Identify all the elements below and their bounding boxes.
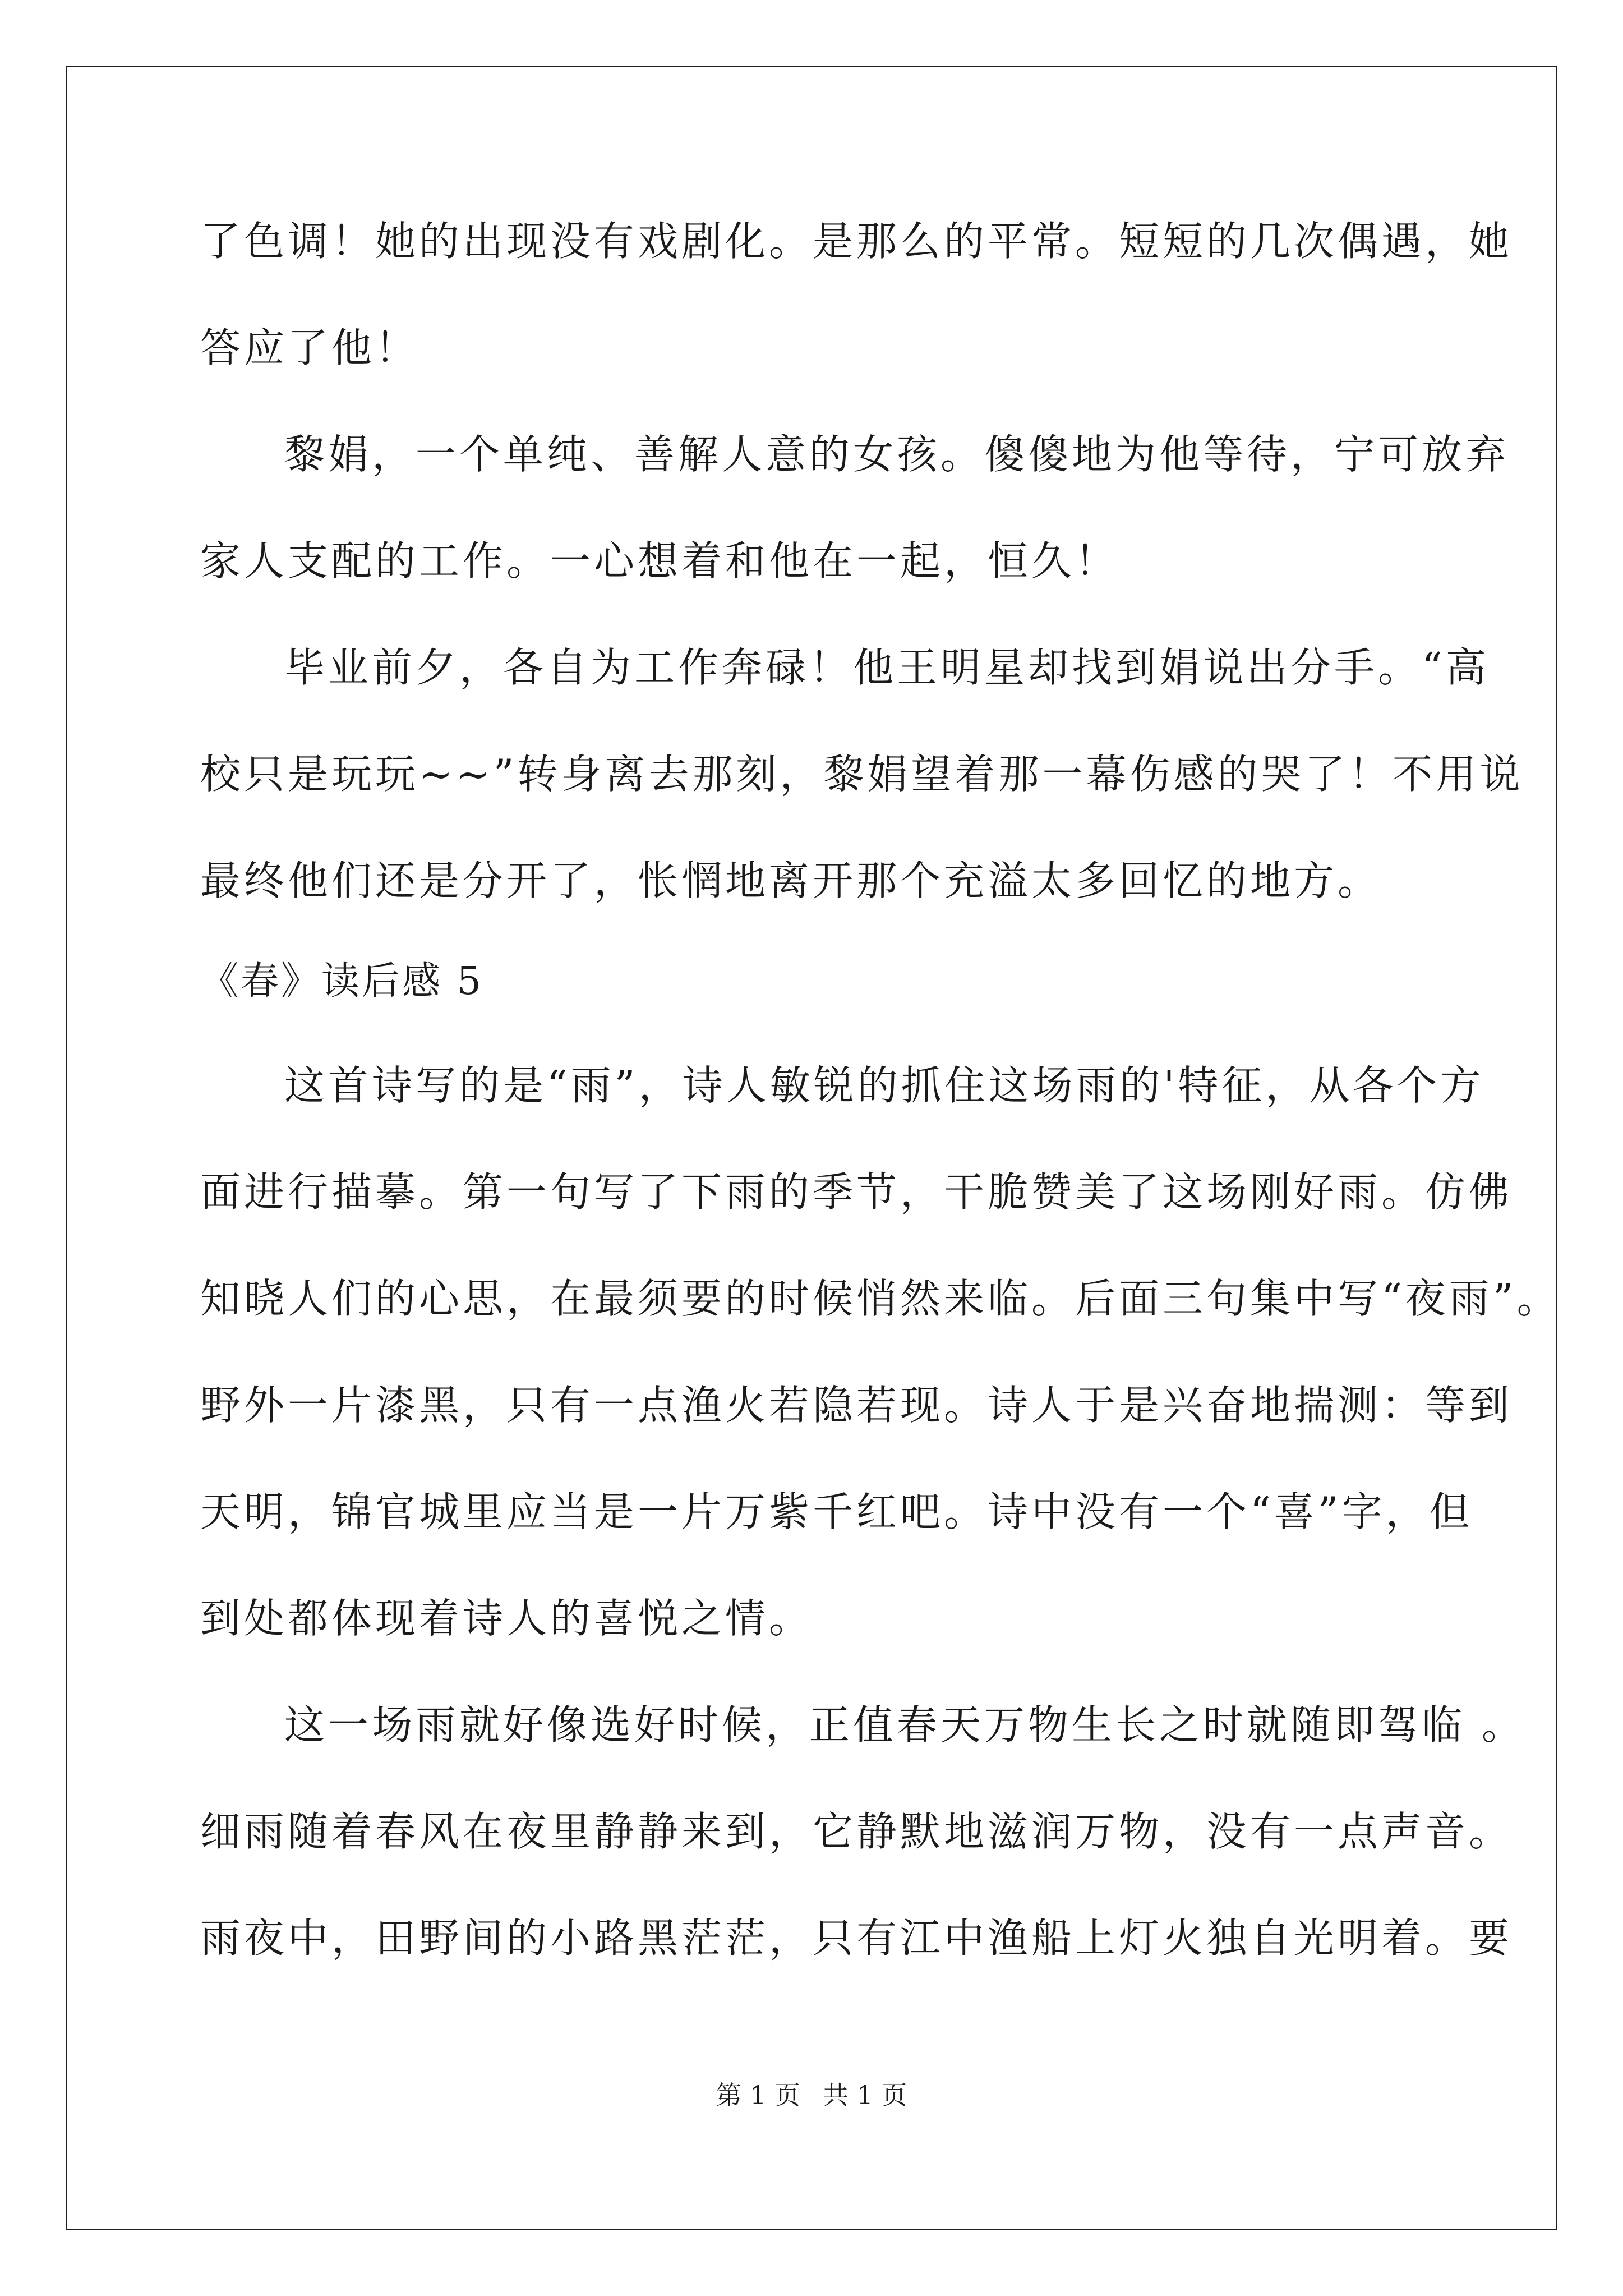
text-line: 校只是玩玩~~”转身离去那刻，黎娟望着那一幕伤感的哭了！不用说 xyxy=(200,751,1524,798)
page-total: 共 1 页 xyxy=(823,2080,907,2110)
text-line: 黎娟，一个单纯、善解人意的女孩。傻傻地为他等待，宁可放弃 xyxy=(284,431,1510,478)
text-line: 细雨随着春风在夜里静静来到，它静默地滋润万物，没有一点声音。 xyxy=(200,1808,1513,1855)
text-line: 家人支配的工作。一心想着和他在一起，恒久！ xyxy=(200,537,1119,585)
text-line: 知晓人们的心思，在最须要的时候悄然来临。后面三句集中写“夜雨”。 xyxy=(200,1275,1561,1322)
page-number: 第 1 页 xyxy=(716,2080,800,2110)
text-line: 天明，锦官城里应当是一片万紫千红吧。诗中没有一个“喜”字，但 xyxy=(200,1488,1473,1535)
text-line: 最终他们还是分开了，怅惘地离开那个充溢太多回忆的地方。 xyxy=(200,857,1382,904)
text-line: 到处都体现着诗人的喜悦之情。 xyxy=(200,1595,813,1642)
text-line: 了色调！她的出现没有戏剧化。是那么的平常。短短的几次偶遇，她 xyxy=(200,218,1513,265)
text-line: 这一场雨就好像选好时候，正值春天万物生长之时就随即驾临 。 xyxy=(284,1701,1525,1749)
text-line: 毕业前夕，各自为工作奔碌！他王明星却找到娟说出分手。“高 xyxy=(284,644,1490,691)
text-line: 野外一片漆黑，只有一点渔火若隐若现。诗人于是兴奋地揣测：等到 xyxy=(200,1382,1513,1429)
section-heading: 《春》读后感 5 xyxy=(200,959,483,1004)
page-border xyxy=(66,66,1557,2230)
text-line: 雨夜中，田野间的小路黑茫茫，只有江中渔船上灯火独自光明着。要 xyxy=(200,1915,1513,1962)
page-footer xyxy=(0,2078,1623,2112)
text-line: 答应了他！ xyxy=(200,324,419,371)
text-line: 这首诗写的是“雨”，诗人敏锐的抓住这场雨的'特征，从各个方 xyxy=(284,1062,1484,1109)
text-line: 面进行描摹。第一句写了下雨的季节，干脆赞美了这场刚好雨。仿佛 xyxy=(200,1168,1513,1216)
